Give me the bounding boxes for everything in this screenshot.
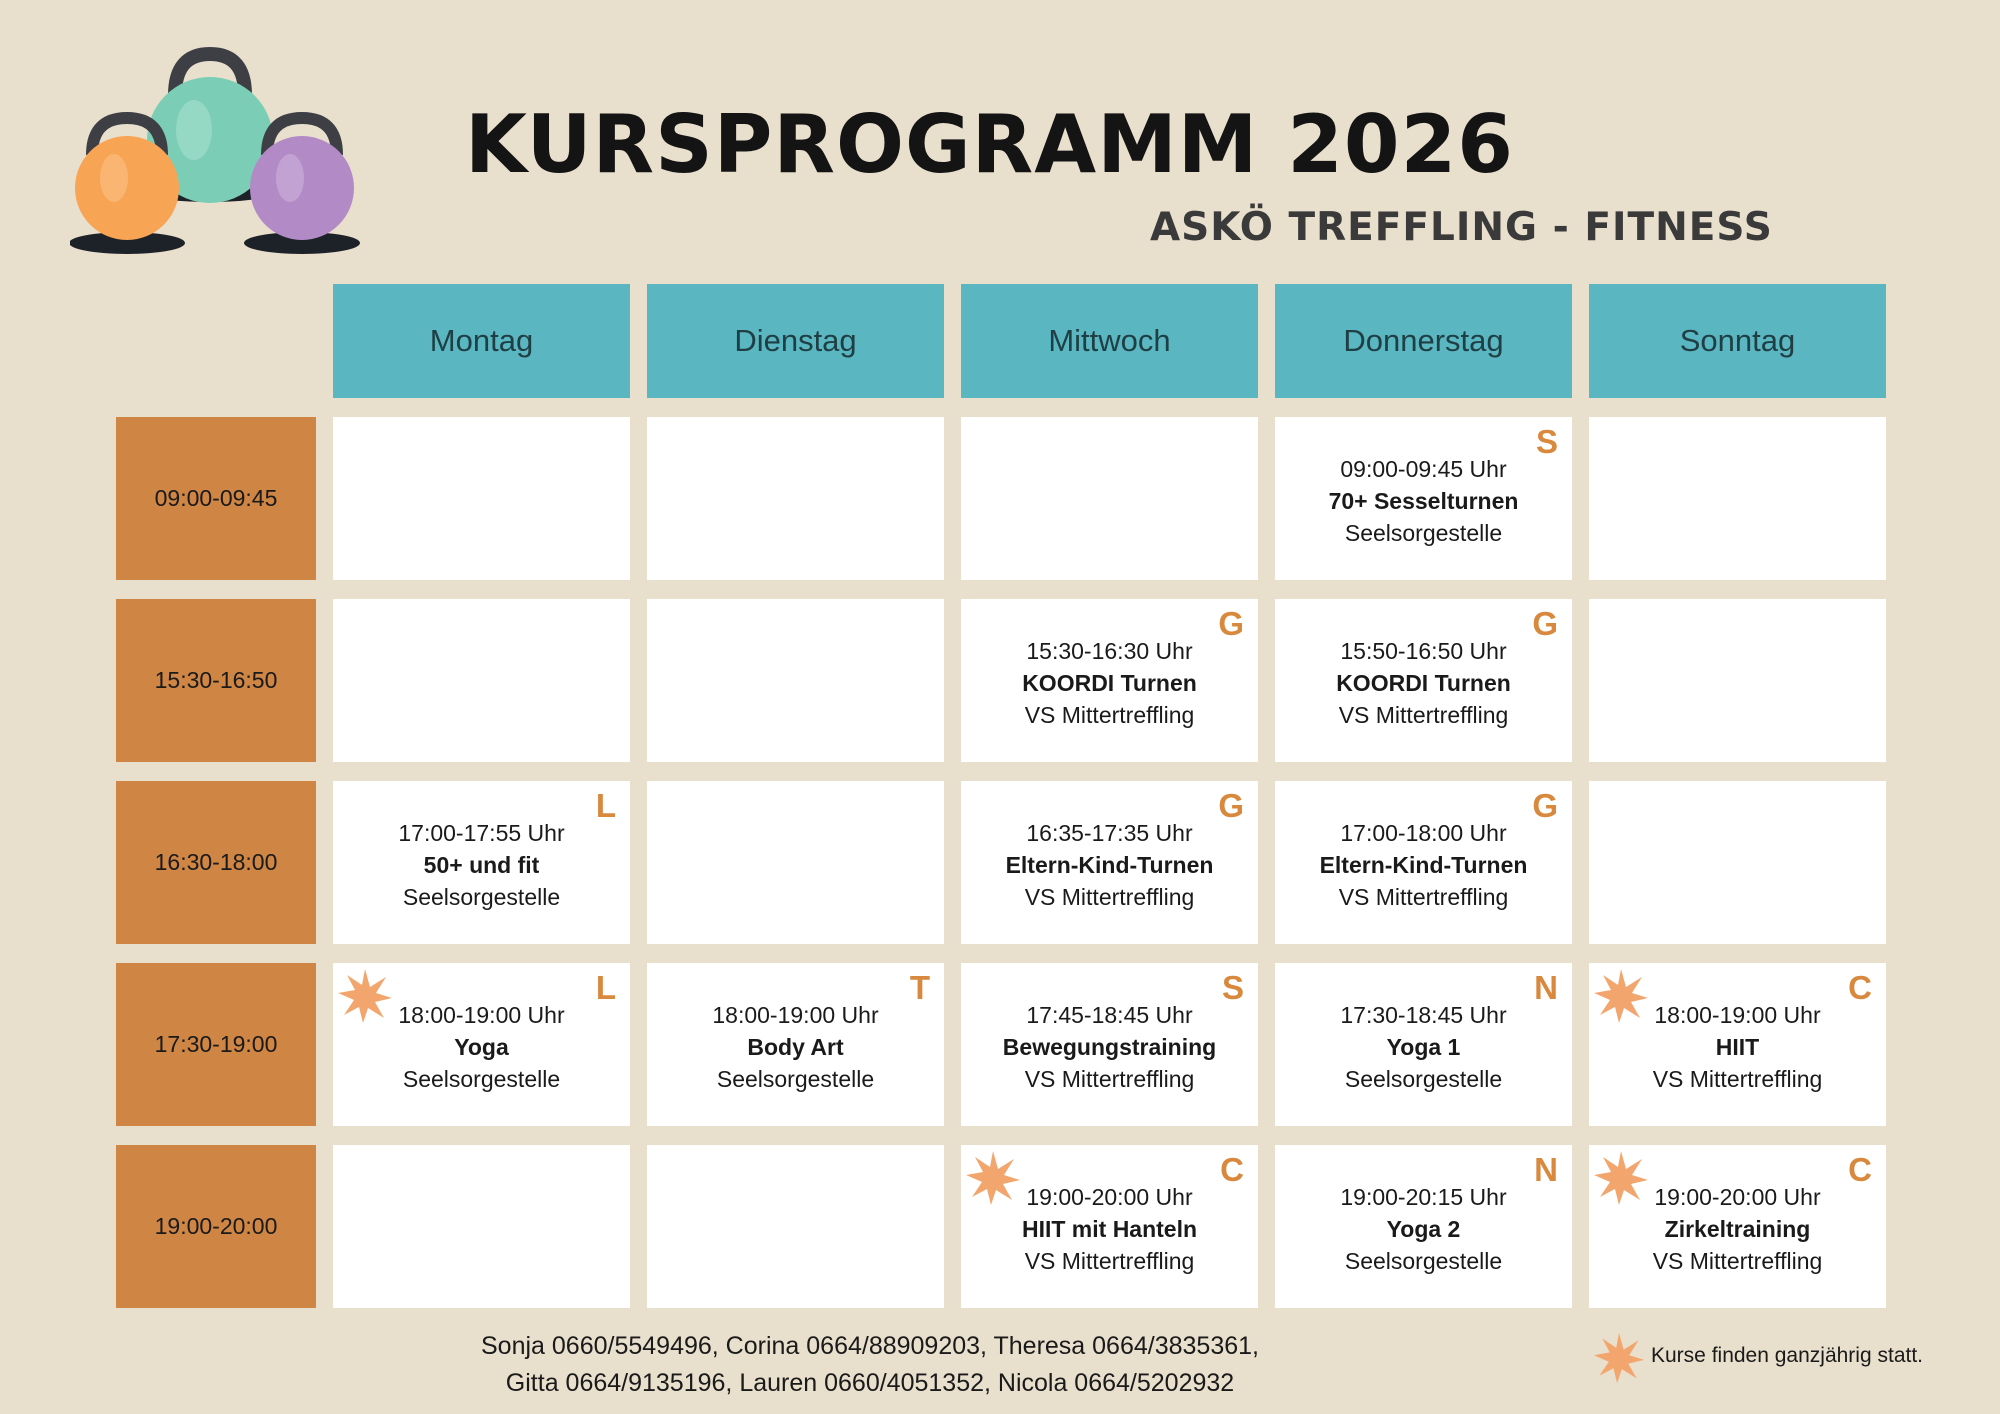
course-cell [1275,1145,1572,1308]
course-name: Zirkeltraining [1664,1216,1811,1242]
course-details [1589,999,1886,1095]
course-details [1275,1181,1572,1277]
course-location: VS Mittertreffling [1338,702,1509,728]
trainer-code: C [1848,969,1872,1006]
course-name: Bewegungstraining [1002,1034,1217,1060]
course-location: VS Mittertreffling [1338,884,1509,910]
course-time: 09:00-09:45 Uhr [1340,456,1507,482]
course-name: KOORDI Turnen [1336,670,1511,696]
course-time: 18:00-19:00 Uhr [398,1002,565,1028]
course-cell [333,963,630,1126]
course-location: Seelsorgestelle [716,1066,875,1092]
course-time: 17:00-17:55 Uhr [398,820,565,846]
course-details [1275,635,1572,731]
empty-cell [1589,417,1886,580]
course-time: 18:00-19:00 Uhr [1654,1002,1821,1028]
course-location: VS Mittertreffling [1652,1248,1823,1274]
course-time: 19:00-20:00 Uhr [1654,1184,1821,1210]
course-name: Eltern-Kind-Turnen [1005,852,1214,878]
course-name: HIIT [1715,1034,1760,1060]
trainer-code: G [1218,787,1244,824]
course-location: VS Mittertreffling [1024,1066,1195,1092]
empty-cell [961,417,1258,580]
course-details [1275,999,1572,1095]
course-cell [1275,781,1572,944]
day-header-2: Mittwoch [961,284,1258,398]
course-details [961,999,1258,1095]
course-details [333,999,630,1095]
course-location: Seelsorgestelle [402,1066,561,1092]
course-name: Yoga 1 [1386,1034,1461,1060]
course-cell [961,781,1258,944]
course-location: VS Mittertreffling [1652,1066,1823,1092]
course-name: Body Art [747,1034,844,1060]
course-location: Seelsorgestelle [1344,1248,1503,1274]
course-cell [1589,963,1886,1126]
trainer-code: N [1534,969,1558,1006]
empty-cell [647,781,944,944]
course-name: 50+ und fit [423,852,540,878]
trainer-code: L [595,969,616,1006]
course-location: Seelsorgestelle [402,884,561,910]
course-name: Yoga 2 [1386,1216,1461,1242]
course-location: Seelsorgestelle [1344,1066,1503,1092]
course-cell [1275,963,1572,1126]
course-name: Yoga [454,1034,509,1060]
empty-cell [333,1145,630,1308]
legend-text: Kurse finden ganzjährig statt. [1651,1344,1923,1367]
contacts [370,1328,1370,1402]
course-time: 15:30-16:30 Uhr [1026,638,1193,664]
page-subtitle: ASKÖ TREFFLING - FITNESS [1150,205,1773,250]
course-location: VS Mittertreffling [1024,1248,1195,1274]
time-slot-2: 16:30-18:00 [116,781,316,944]
course-cell [647,963,944,1126]
course-name: Eltern-Kind-Turnen [1319,852,1528,878]
course-details [961,1181,1258,1277]
star-icon [1593,1332,1645,1384]
day-header-1: Dienstag [647,284,944,398]
course-cell [1275,599,1572,762]
time-slot-4: 19:00-20:00 [116,1145,316,1308]
course-time: 17:45-18:45 Uhr [1026,1002,1193,1028]
course-cell [1589,1145,1886,1308]
course-details [1589,1181,1886,1277]
empty-cell [647,599,944,762]
trainer-code: C [1848,1151,1872,1188]
course-cell [1275,417,1572,580]
course-details [1275,817,1572,913]
course-name: HIIT mit Hanteln [1021,1216,1198,1242]
course-time: 18:00-19:00 Uhr [712,1002,879,1028]
course-details [961,817,1258,913]
course-name: 70+ Sesselturnen [1328,488,1519,514]
empty-cell [333,417,630,580]
trainer-code: L [595,787,616,824]
course-details [961,635,1258,731]
legend [1593,1332,1993,1388]
day-header-4: Sonntag [1589,284,1886,398]
day-header-0: Montag [333,284,630,398]
trainer-code: S [1221,969,1244,1006]
time-slot-1: 15:30-16:50 [116,599,316,762]
day-header-3: Donnerstag [1275,284,1572,398]
trainer-code: G [1532,605,1558,642]
page-title: KURSPROGRAMM 2026 [465,98,1514,191]
empty-cell [1589,599,1886,762]
contacts-line-1: Sonja 0660/5549496, Corina 0664/88909203, Theresa 0664/3835361, [481,1332,1259,1360]
empty-cell [647,1145,944,1308]
course-time: 19:00-20:00 Uhr [1026,1184,1193,1210]
course-details [333,817,630,913]
course-time: 16:35-17:35 Uhr [1026,820,1193,846]
trainer-code: S [1535,423,1558,460]
empty-cell [333,599,630,762]
course-location: VS Mittertreffling [1024,702,1195,728]
contacts-line-2: Gitta 0664/9135196, Lauren 0660/4051352, Nicola 0664/5202932 [505,1369,1235,1397]
empty-cell [647,417,944,580]
course-time: 17:00-18:00 Uhr [1340,820,1507,846]
trainer-code: N [1534,1151,1558,1188]
course-cell [333,781,630,944]
trainer-code: G [1532,787,1558,824]
course-details [647,999,944,1095]
kettlebells-logo [70,40,400,270]
course-time: 15:50-16:50 Uhr [1340,638,1507,664]
course-time: 19:00-20:15 Uhr [1340,1184,1507,1210]
trainer-code: G [1218,605,1244,642]
course-location: VS Mittertreffling [1024,884,1195,910]
course-time: 17:30-18:45 Uhr [1340,1002,1507,1028]
course-location: Seelsorgestelle [1344,520,1503,546]
course-cell [961,599,1258,762]
course-cell [961,1145,1258,1308]
course-cell [961,963,1258,1126]
trainer-code: C [1220,1151,1244,1188]
time-slot-0: 09:00-09:45 [116,417,316,580]
trainer-code: T [909,969,930,1006]
course-name: KOORDI Turnen [1022,670,1197,696]
course-details [1275,453,1572,549]
empty-cell [1589,781,1886,944]
time-slot-3: 17:30-19:00 [116,963,316,1126]
